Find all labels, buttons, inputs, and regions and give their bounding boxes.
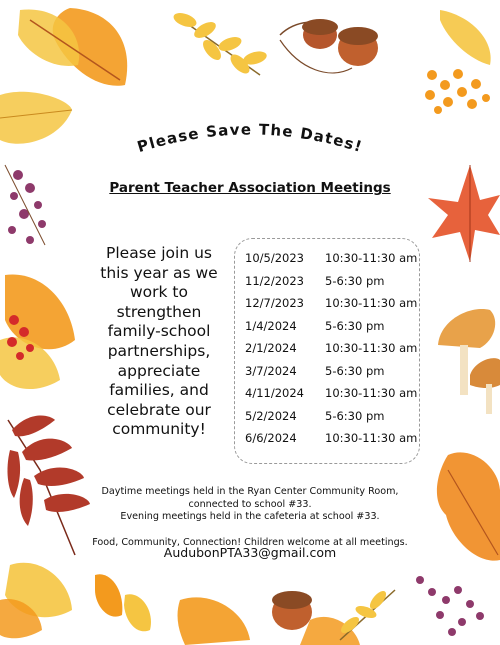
intro-line: celebrate our: [107, 400, 211, 419]
meeting-time: 5-6:30 pm: [325, 318, 385, 333]
intro-line: appreciate: [117, 361, 201, 380]
yellow-leaves-bottom-left-icon: [0, 563, 151, 639]
branch-and-berries-bottom-right-icon: [338, 576, 484, 640]
schedule-row: [235, 274, 421, 294]
ginkgo-leaf-left-icon: [0, 92, 72, 144]
meeting-date: 10/5/2023: [245, 251, 304, 265]
intro-line: community!: [112, 420, 206, 439]
meeting-time: 10:30-11:30 am: [325, 251, 418, 265]
acorns-top-icon: [280, 19, 378, 73]
daytime-note-line: Daytime meetings held in the Ryan Center Community Room,: [101, 486, 399, 497]
page-title-arc: [130, 112, 370, 162]
svg-text:Please Save The Dates!: [135, 120, 365, 156]
evening-note: Evening meetings held in the cafeteria at school #33.: [120, 511, 380, 522]
meeting-time: 10:30-11:30 am: [325, 431, 418, 445]
daytime-note-line: connected to school #33.: [188, 498, 312, 510]
schedule-row: [235, 431, 421, 451]
yellow-branch-top-icon: [172, 10, 268, 76]
contact-email[interactable]: AudubonPTA33@gmail.com: [163, 545, 337, 560]
meeting-time: 5-6:30 pm: [325, 363, 385, 378]
orange-leaf-top-left-icon: [18, 8, 127, 86]
meeting-date: 5/2/2024: [245, 408, 297, 423]
meeting-time: 10:30-11:30 am: [325, 341, 418, 355]
meeting-date: 6/6/2024: [245, 431, 297, 445]
schedule-row: [235, 296, 421, 316]
schedule-row: [235, 386, 421, 406]
meeting-schedule: [234, 238, 420, 464]
meeting-date: 3/7/2024: [245, 363, 297, 378]
meeting-date: 11/2/2023: [245, 273, 304, 288]
intro-line: family-school: [107, 322, 211, 341]
meeting-date: 1/4/2024: [245, 318, 297, 333]
orange-berries-top-right-icon: [425, 10, 491, 114]
intro-line: Please join us: [106, 244, 212, 262]
leaves-bottom-center-icon: [178, 591, 360, 645]
meeting-date: 12/7/2023: [245, 296, 304, 310]
subtitle: Parent Teacher Association Meetings: [109, 180, 391, 196]
schedule-row: [235, 409, 421, 429]
meeting-date: 2/1/2024: [245, 341, 297, 355]
page-title: [130, 112, 370, 162]
schedule-row: [235, 364, 421, 384]
schedule-row: [235, 341, 421, 361]
meeting-time: 10:30-11:30 am: [325, 386, 418, 400]
welcome-note: Food, Community, Connection! Children welcome at all meetings.: [92, 536, 408, 548]
meeting-time: 5-6:30 pm: [325, 273, 385, 288]
mushrooms-right-icon: [438, 309, 500, 414]
intro-line: partnerships,: [107, 341, 211, 360]
meeting-date: 4/11/2024: [245, 386, 304, 400]
purple-berries-left-icon: [5, 165, 46, 245]
headline-text: Please Save The Dates!: [135, 120, 365, 157]
intro-line: work to: [130, 283, 188, 302]
intro-line: families, and: [109, 381, 209, 400]
meeting-notes: [0, 486, 500, 549]
leaf-with-berries-left-icon: [0, 274, 75, 389]
intro-paragraph: [98, 244, 220, 440]
intro-line: this year as we: [100, 263, 218, 282]
meeting-time: 10:30-11:30 am: [325, 296, 418, 310]
intro-line: strengthen: [116, 302, 202, 321]
schedule-row: [235, 251, 421, 271]
schedule-row: [235, 319, 421, 339]
meeting-time: 5-6:30 pm: [325, 408, 385, 423]
